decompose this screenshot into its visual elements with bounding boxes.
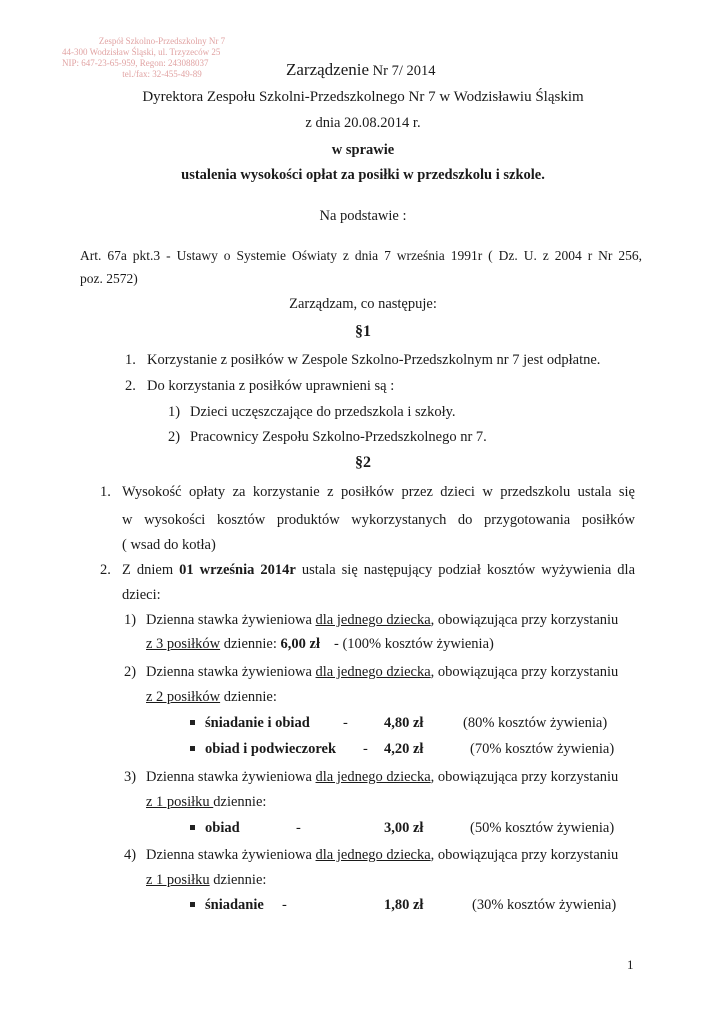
usage: z 3 posiłków [146, 636, 221, 652]
text-part: dla jednego dziecka [315, 769, 431, 785]
paragraph-line: dzieci: [122, 587, 161, 603]
issuer-line: Dyrektora Zespołu Szkolni-Przedszkolnego Nr 7 w Wodzisławiu Śląskim [142, 89, 584, 105]
document-subject: ustalenia wysokości opłat za posiłki w przedszkolu i szkole. [181, 167, 545, 183]
stamp-line: tel./fax: 32-455-49-89 [122, 69, 202, 79]
list-item [168, 404, 456, 421]
paragraph-line [122, 562, 635, 579]
dash: - [296, 820, 301, 836]
section-heading: §2 [355, 454, 371, 471]
percent-note: (70% kosztów żywienia) [470, 741, 615, 757]
text-part: Z dniem [122, 562, 180, 578]
meal-name: obiad [205, 820, 240, 836]
stamp-line: NIP: 647-23-65-959, Regon: 243088037 [62, 58, 209, 68]
usage: z 2 posiłków [146, 689, 221, 705]
meal-row [190, 741, 336, 758]
rate-item-line [146, 612, 618, 629]
percent-note: (50% kosztów żywienia) [470, 820, 615, 836]
item-text: Pracownicy Zespołu Szkolno-Przedszkolnego nr 7. [190, 429, 487, 445]
text-part: dla jednego dziecka [315, 847, 431, 863]
text-part: dla jednego dziecka [315, 612, 431, 628]
price: 6,00 zł [280, 636, 320, 652]
rate-item-number: 1) [124, 612, 137, 628]
list-item [125, 352, 600, 369]
bullet-icon [190, 746, 195, 751]
price: 1,80 zł [384, 897, 424, 913]
item-text: Dzieci uczęszczające do przedszkola i szkoły. [190, 404, 456, 420]
order-line: Zarządzam, co następuje: [289, 296, 437, 312]
item-number: 1. [125, 352, 136, 368]
basis-label: Na podstawie : [319, 208, 407, 224]
percent-note: (80% kosztów żywienia) [463, 715, 608, 731]
item-text: Do korzystania z posiłków uprawnieni są : [147, 378, 395, 394]
text-part: , obowiązująca przy korzystaniu [430, 847, 619, 863]
paragraph-line: ( wsad do kotła) [122, 537, 216, 553]
text-part: , obowiązująca przy korzystaniu [430, 769, 619, 785]
page-number: 1 [627, 957, 634, 972]
usage: z 1 posiłku [146, 794, 214, 810]
text-part: dziennie: [213, 794, 267, 810]
section-heading: §1 [355, 323, 371, 340]
meal-row [190, 820, 240, 837]
basis-line: Art. 67a pkt.3 - Ustawy o Systemie Oświaty z dnia 7 września 1991r ( Dz. U. z 2004 r Nr 256, [80, 248, 642, 263]
percent-note: (30% kosztów żywienia) [472, 897, 617, 913]
text-part: dla jednego dziecka [315, 664, 431, 680]
text-part: Dzienna stawka żywieniowa [146, 847, 316, 863]
text-part: ustala się następujący podział kosztów wyżywienia dla [295, 562, 635, 578]
text-part: , obowiązująca przy korzystaniu [430, 612, 619, 628]
list-item [125, 378, 394, 395]
item-number: 1) [168, 404, 181, 420]
text-part: dziennie: [220, 636, 281, 652]
stamp-line: 44-300 Wodzisław Śląski, ul. Trzyzeców 25 [62, 47, 221, 57]
title-word: Zarządzenie [286, 60, 370, 79]
item-number: 2) [168, 429, 181, 445]
item-number: 2. [125, 378, 136, 394]
text-part: Dzienna stawka żywieniowa [146, 664, 316, 680]
item-number: 1. [100, 484, 111, 500]
meal-name: śniadanie [205, 897, 264, 913]
document-title [286, 60, 436, 80]
stamp-line: Zespół Szkolno-Przedszkolny Nr 7 [98, 36, 226, 46]
school-stamp [62, 36, 262, 80]
text-part: , obowiązująca przy korzystaniu [430, 664, 619, 680]
usage: z 1 posiłku [146, 872, 210, 888]
meal-name: obiad i podwieczorek [205, 741, 337, 757]
price: 4,20 zł [384, 741, 424, 757]
effective-date: 01 września 2014r [179, 562, 296, 578]
rate-item-line [146, 847, 618, 864]
w-sprawie-label: w sprawie [331, 142, 395, 158]
dash: - [343, 715, 348, 731]
rate-item-number: 3) [124, 769, 137, 785]
rate-item-number: 2) [124, 664, 137, 680]
dash: - [363, 741, 368, 757]
rate-item-line [146, 769, 618, 786]
basis-line: poz. 2572) [80, 271, 138, 286]
list-item [168, 429, 487, 446]
percent-note: - (100% kosztów żywienia) [333, 636, 494, 652]
text-part: Dzienna stawka żywieniowa [146, 769, 316, 785]
document-date: z dnia 20.08.2014 r. [305, 115, 421, 131]
rate-usage-line [146, 689, 277, 706]
paragraph-line: w wysokości kosztów produktów wykorzystanych do przygotowania posiłków [122, 512, 635, 528]
dash: - [282, 897, 287, 913]
rate-usage-line [146, 872, 266, 889]
text-part: dziennie: [209, 872, 267, 888]
title-number: Nr 7/ 2014 [369, 63, 436, 79]
rate-usage-line [146, 794, 266, 811]
price: 4,80 zł [384, 715, 424, 731]
text-part: Dzienna stawka żywieniowa [146, 612, 316, 628]
text-part: dziennie: [220, 689, 277, 705]
meal-name: śniadanie i obiad [205, 715, 310, 731]
meal-row [190, 897, 264, 914]
rate-item-number: 4) [124, 847, 137, 863]
bullet-icon [190, 720, 195, 725]
price: 3,00 zł [384, 820, 424, 836]
rate-item-line [146, 664, 618, 681]
bullet-icon [190, 825, 195, 830]
meal-row [190, 715, 310, 732]
item-text: Korzystanie z posiłków w Zespole Szkolno-Przedszkolnym nr 7 jest odpłatne. [147, 352, 601, 368]
rate-usage-line [146, 636, 494, 653]
paragraph-line: Wysokość opłaty za korzystanie z posiłków przez dzieci w przedszkolu ustala się [122, 484, 635, 500]
bullet-icon [190, 902, 195, 907]
item-number: 2. [100, 562, 111, 578]
